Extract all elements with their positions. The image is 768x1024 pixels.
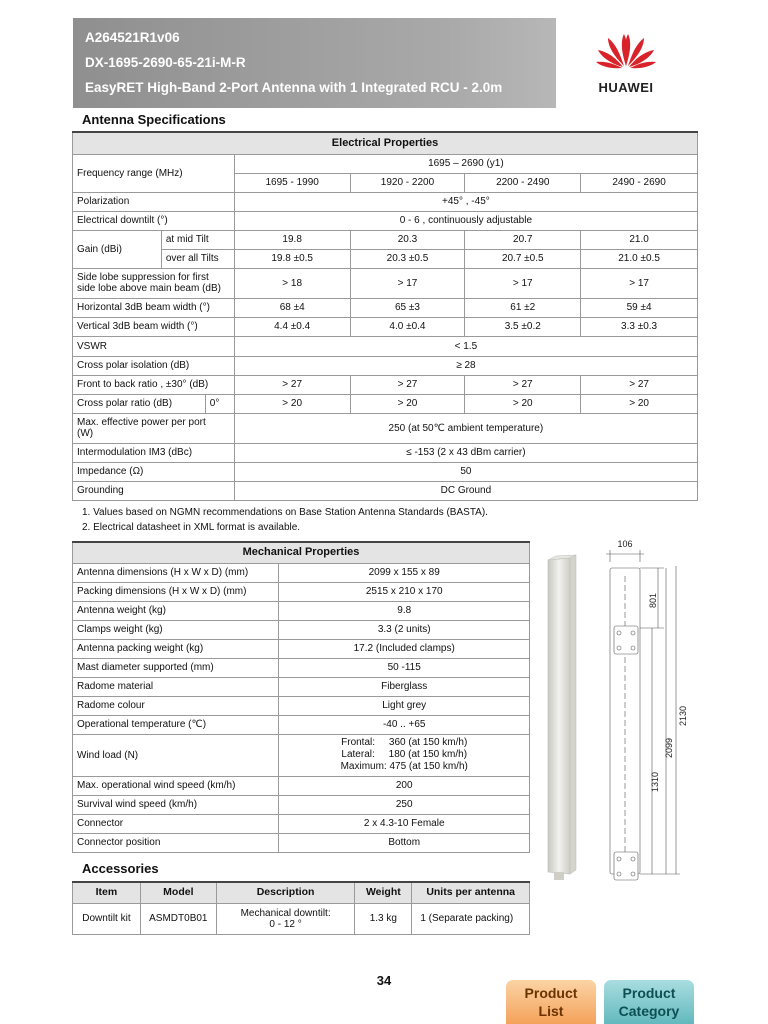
page-number: 34 — [376, 973, 392, 988]
huawei-flower-icon — [556, 18, 696, 78]
hbw-cell: 61 ±2 — [465, 298, 581, 317]
vbw-label: Vertical 3dB beam width (°) — [73, 317, 235, 336]
acc-header: Weight — [355, 882, 412, 903]
gain-cell: 19.8 ±0.5 — [234, 249, 350, 268]
gain-cell: 19.8 — [234, 230, 350, 249]
gain-mid-label: at mid Tilt — [161, 230, 234, 249]
datasheet-header — [73, 18, 696, 108]
im3-label: Intermodulation IM3 (dBc) — [73, 443, 235, 462]
vbw-cell: 4.0 ±0.4 — [350, 317, 465, 336]
mech-value: 50 -115 — [279, 658, 530, 677]
mech-label: Connector position — [73, 833, 279, 852]
mech-value: 2 x 4.3-10 Female — [279, 814, 530, 833]
product-list-button[interactable] — [506, 980, 596, 1024]
gain-all-label: over all Tilts — [161, 249, 234, 268]
mech-label: Packing dimensions (H x W x D) (mm) — [73, 582, 279, 601]
hbw-label: Horizontal 3dB beam width (°) — [73, 298, 235, 317]
mech-value: 9.8 — [279, 601, 530, 620]
dim-width-label: 106 — [617, 539, 633, 549]
mech-label: Max. operational wind speed (km/h) — [73, 776, 279, 795]
footnote: 2. Electrical datasheet in XML format is available. — [82, 522, 301, 533]
product-category-label: Product — [622, 985, 676, 1001]
power-value: 250 (at 50℃ ambient temperature) — [234, 413, 697, 443]
impedance-value: 50 — [234, 462, 697, 481]
vbw-cell: 3.5 ±0.2 — [465, 317, 581, 336]
power-label-line: Max. effective power per port — [77, 417, 206, 428]
isolation-label: Cross polar isolation (dB) — [73, 356, 235, 375]
mech-label: Survival wind speed (km/h) — [73, 795, 279, 814]
acc-item: Downtilt kit — [73, 903, 141, 934]
antenna-drawing — [540, 536, 690, 896]
vbw-cell: 3.3 ±0.3 — [581, 317, 698, 336]
sidelobe-label-line: side lobe above main beam (dB) — [77, 283, 221, 294]
xpol-cell: > 20 — [581, 394, 698, 413]
product-category-label: Category — [618, 1003, 680, 1019]
wind-label: Wind load (N) — [73, 734, 279, 776]
dim-1310-label: 1310 — [650, 771, 660, 792]
dim-2099-label: 2099 — [664, 737, 674, 758]
mech-value: 17.2 (Included clamps) — [279, 639, 530, 658]
dim-2130-label: 2130 — [678, 705, 688, 726]
mech-label: Antenna weight (kg) — [73, 601, 279, 620]
xpol-label: Cross polar ratio (dB) — [73, 394, 206, 413]
electrical-title: Electrical Properties — [73, 132, 698, 154]
ftb-cell: > 27 — [234, 375, 350, 394]
model-number: DX-1695-2690-65-21i-M-R — [85, 55, 246, 70]
acc-model: ASMDT0B01 — [140, 903, 216, 934]
mech-label: Antenna packing weight (kg) — [73, 639, 279, 658]
acc-header: Description — [216, 882, 355, 903]
mech-label: Operational temperature (℃) — [73, 715, 279, 734]
band-cell: 1920 - 2200 — [350, 173, 465, 192]
specs-title: Antenna Specifications — [82, 112, 226, 127]
accessories-table — [72, 881, 530, 935]
acc-weight: 1.3 kg — [355, 903, 412, 934]
im3-value: ≤ -153 (2 x 43 dBm carrier) — [234, 443, 697, 462]
gain-cell: 20.3 ±0.5 — [350, 249, 465, 268]
mechanical-properties-table — [72, 541, 530, 853]
xpol-cell: > 20 — [234, 394, 350, 413]
downtilt-label: Electrical downtilt (°) — [73, 211, 235, 230]
vswr-value: < 1.5 — [234, 336, 697, 356]
acc-desc-line: 0 - 12 ° — [269, 918, 302, 930]
dim-801-label: 801 — [648, 592, 658, 608]
mech-value: 200 — [279, 776, 530, 795]
polarization-value: +45° , -45° — [234, 192, 697, 211]
freq-total: 1695 – 2690 (y1) — [234, 154, 697, 173]
xpol-angle: 0° — [205, 394, 234, 413]
footnote: 1. Values based on NGMN recommendations on Base Station Antenna Standards (BASTA). — [82, 507, 488, 518]
accessories-title: Accessories — [82, 861, 159, 876]
mech-value: -40 .. +65 — [279, 715, 530, 734]
mech-value: 2515 x 210 x 170 — [279, 582, 530, 601]
wind-line: Lateral: 180 (at 150 km/h) — [341, 749, 468, 760]
gain-cell: 21.0 — [581, 230, 698, 249]
mech-label: Mast diameter supported (mm) — [73, 658, 279, 677]
band-cell: 2200 - 2490 — [465, 173, 581, 192]
xpol-cell: > 20 — [465, 394, 581, 413]
band-cell: 2490 - 2690 — [581, 173, 698, 192]
wind-value — [279, 734, 530, 776]
product-category-button[interactable] — [604, 980, 694, 1024]
freq-label: Frequency range (MHz) — [73, 154, 235, 192]
mech-value: Fiberglass — [279, 677, 530, 696]
model-code: A264521R1v06 — [85, 30, 180, 45]
antenna-outline — [606, 550, 680, 880]
mech-value: 2099 x 155 x 89 — [279, 563, 530, 582]
mech-value: 250 — [279, 795, 530, 814]
mech-label: Radome material — [73, 677, 279, 696]
gain-cell: 21.0 ±0.5 — [581, 249, 698, 268]
impedance-label: Impedance (Ω) — [73, 462, 235, 481]
power-label — [73, 413, 235, 443]
ftb-cell: > 27 — [350, 375, 465, 394]
gain-cell: 20.3 — [350, 230, 465, 249]
gain-cell: 20.7 — [465, 230, 581, 249]
hbw-cell: 68 ±4 — [234, 298, 350, 317]
gain-label: Gain (dBi) — [73, 230, 162, 268]
sidelobe-cell: > 18 — [234, 268, 350, 298]
acc-header: Model — [140, 882, 216, 903]
band-cell: 1695 - 1990 — [234, 173, 350, 192]
sidelobe-cell: > 17 — [581, 268, 698, 298]
xpol-cell: > 20 — [350, 394, 465, 413]
ftb-cell: > 27 — [465, 375, 581, 394]
acc-units: 1 (Separate packing) — [412, 903, 530, 934]
polarization-label: Polarization — [73, 192, 235, 211]
grounding-value: DC Ground — [234, 481, 697, 500]
downtilt-value: 0 - 6 , continuously adjustable — [234, 211, 697, 230]
ftb-cell: > 27 — [581, 375, 698, 394]
acc-desc-line: Mechanical downtilt: — [240, 907, 331, 919]
gain-cell: 20.7 ±0.5 — [465, 249, 581, 268]
hbw-cell: 65 ±3 — [350, 298, 465, 317]
acc-header: Units per antenna — [412, 882, 530, 903]
sidelobe-label-line: Side lobe suppression for first — [77, 272, 209, 283]
hbw-cell: 59 ±4 — [581, 298, 698, 317]
mechanical-title: Mechanical Properties — [73, 542, 530, 563]
vbw-cell: 4.4 ±0.4 — [234, 317, 350, 336]
acc-header: Item — [73, 882, 141, 903]
sidelobe-cell: > 17 — [350, 268, 465, 298]
wind-line: Frontal: 360 (at 150 km/h) — [341, 737, 468, 748]
brand-name: HUAWEI — [598, 80, 654, 95]
huawei-logo — [556, 18, 696, 108]
grounding-label: Grounding — [73, 481, 235, 500]
sidelobe-label — [73, 268, 235, 298]
mech-value: 3.3 (2 units) — [279, 620, 530, 639]
ftb-label: Front to back ratio , ±30° (dB) — [73, 375, 235, 394]
product-list-label: List — [538, 1003, 564, 1019]
mech-label: Radome colour — [73, 696, 279, 715]
electrical-properties-table — [72, 131, 698, 501]
mech-value: Light grey — [279, 696, 530, 715]
mech-label: Clamps weight (kg) — [73, 620, 279, 639]
wind-line: Maximum: 475 (at 150 km/h) — [340, 761, 468, 772]
mech-label: Connector — [73, 814, 279, 833]
mech-label: Antenna dimensions (H x W x D) (mm) — [73, 563, 279, 582]
isolation-value: ≥ 28 — [234, 356, 697, 375]
product-description: EasyRET High-Band 2-Port Antenna with 1 Integrated RCU - 2.0m — [85, 80, 503, 95]
acc-description — [216, 903, 355, 934]
sidelobe-cell: > 17 — [465, 268, 581, 298]
vswr-label: VSWR — [73, 336, 235, 356]
product-list-label: Product — [524, 985, 578, 1001]
mech-value: Bottom — [279, 833, 530, 852]
antenna-photo — [548, 555, 576, 880]
power-label-line: (W) — [77, 428, 94, 439]
